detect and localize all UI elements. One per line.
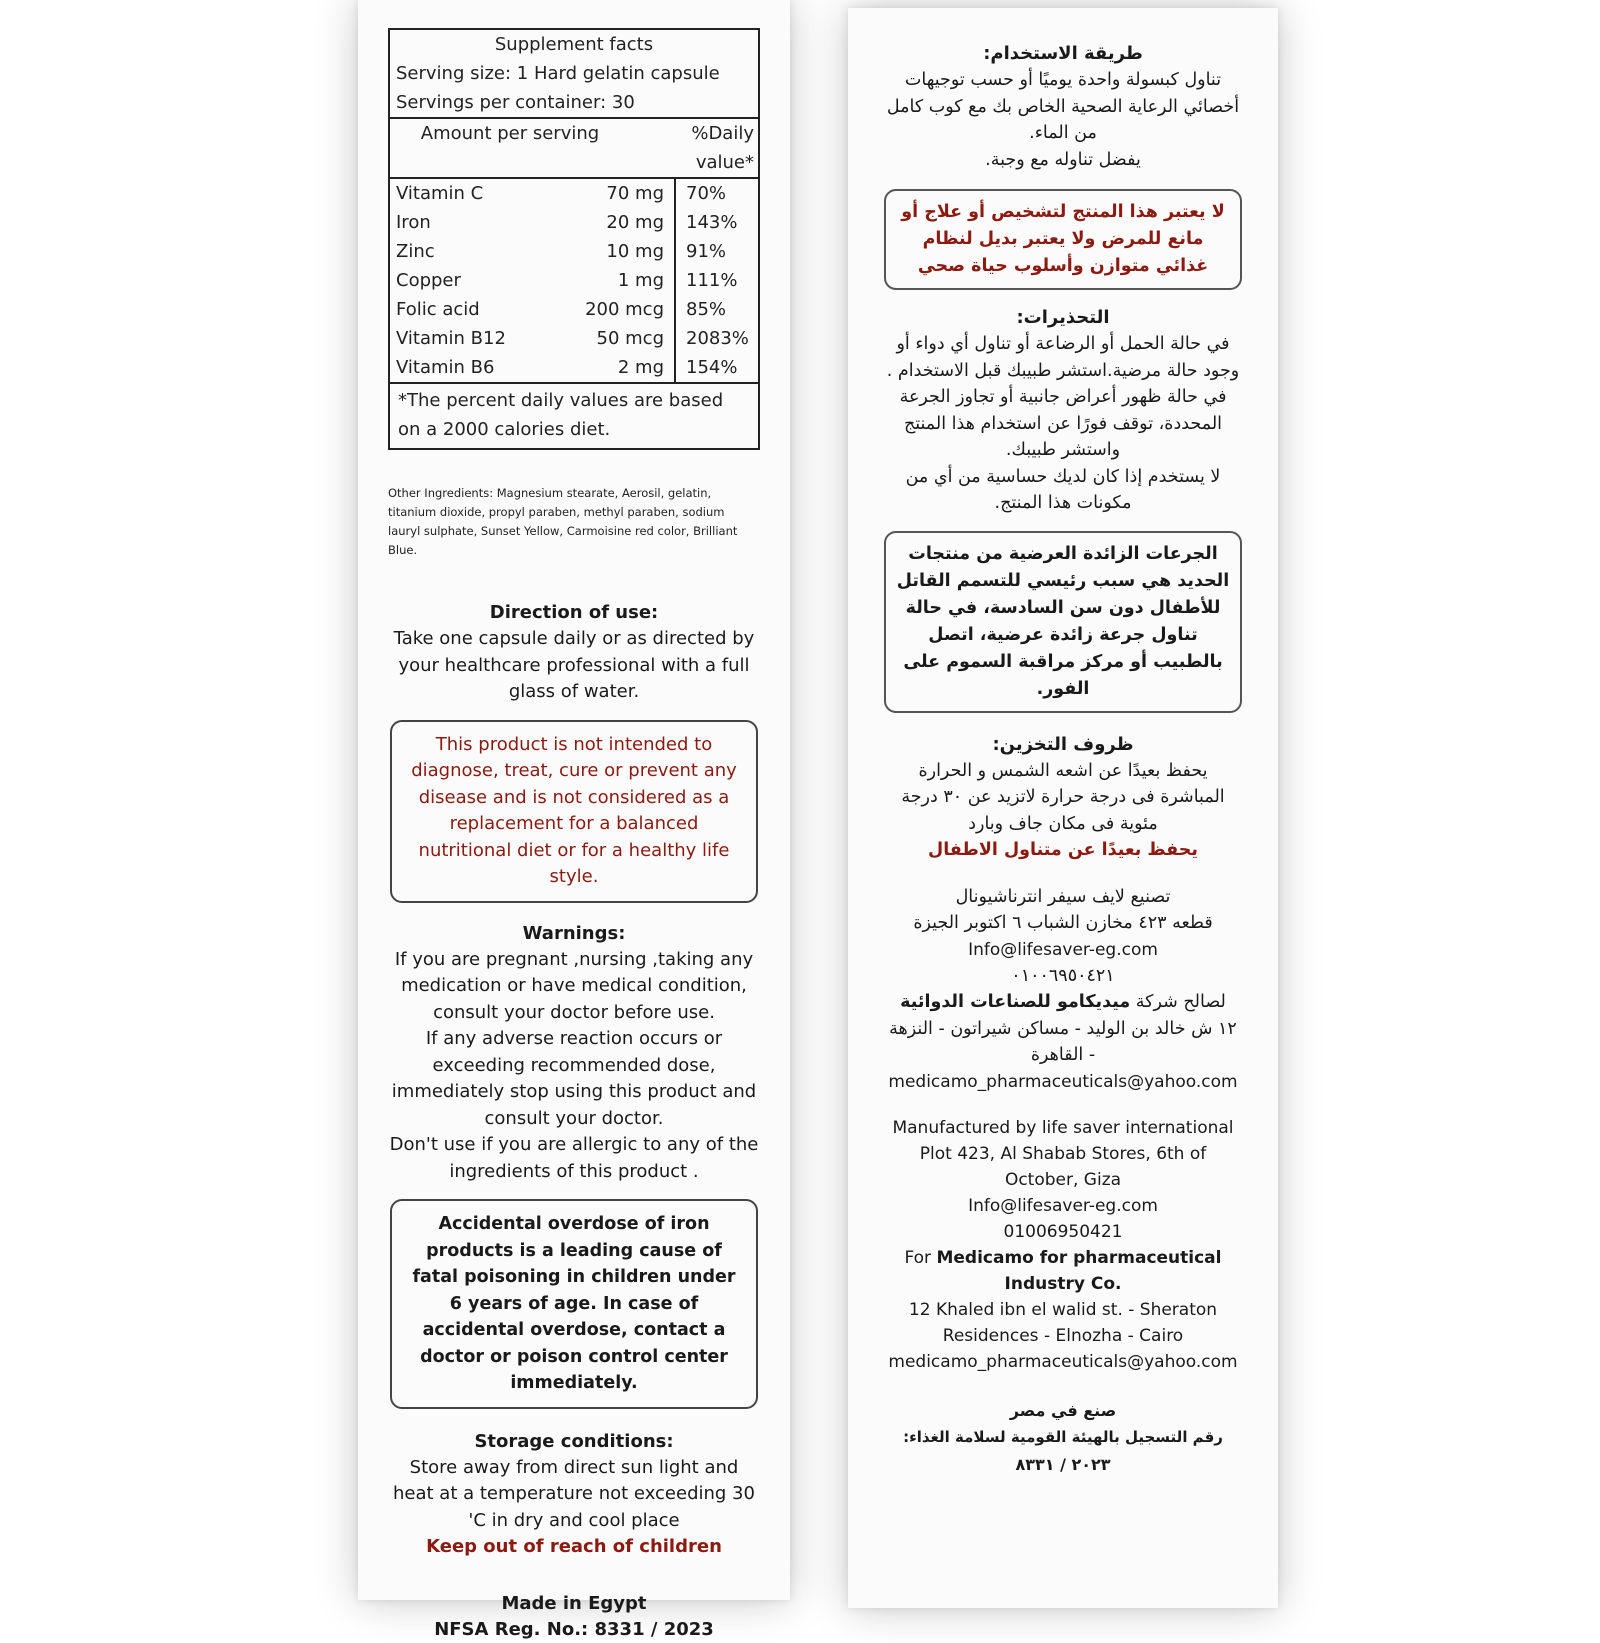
nutrient-table [390, 179, 758, 382]
for-company-en [884, 1245, 1242, 1297]
manufacturer-line-1-ar: تصنيع لايف سيفر انترناشيونال [955, 886, 1171, 907]
storage-title-ar: ظروف التخزين: [992, 733, 1134, 755]
usage-text-ar: تناول كبسولة واحدة يوميًا أو حسب توجيهات أخصائي الرعاية الصحية الخاص بك مع كوب كامل من الماء. [886, 70, 1240, 143]
for-company-name-en: Medicamo for pharmaceutical Industry Co. [936, 1247, 1222, 1294]
usage-note-ar: يفضل تناوله مع وجبة. [985, 149, 1141, 170]
warning-line-3-ar: لا يستخدم إذا كان لديك حساسية من أي من مكونات هذا المنتج. [905, 466, 1221, 513]
nutrient-amount: 70 mg [606, 183, 664, 204]
supplement-facts-title: Supplement facts [494, 34, 654, 55]
keep-away-notice: Keep out of reach of children [426, 1536, 722, 1557]
nutrient-name: Vitamin C [396, 183, 484, 204]
nfsa-reg-no: NFSA Reg. No.: 8331 / 2023 [434, 1618, 714, 1640]
manufacturer-line-2-ar: قطعه ٤٢٣ مخازن الشباب ٦ اكتوبر الجيزة [913, 913, 1213, 933]
address-en: 12 Khaled ibn el walid st. - Sheraton Residences - Elnozha - Cairo [908, 1299, 1218, 1346]
company-email-1: medicamo_pharmaceuticals@yahoo.com [888, 1071, 1238, 1092]
nutrient-amount: 200 mcg [585, 299, 664, 320]
nutrient-row [390, 324, 758, 353]
facts-header-row [390, 117, 758, 177]
warning-line-2: If any adverse reaction occurs or exceeding recommended dose, immediately stop using this product and consult your doctor. [391, 1028, 757, 1129]
for-company-ar [884, 989, 1242, 1016]
nutrient-name: Vitamin B12 [396, 328, 506, 349]
amount-per-serving-header: Amount per serving [420, 123, 600, 144]
nutrient-daily-value: 111% [675, 266, 758, 295]
usage-title-ar: طريقة الاستخدام: [983, 43, 1143, 64]
nutrient-row [390, 353, 758, 382]
disclaimer-box-ar: لا يعتبر هذا المنتج لتشخيص أو علاج أو مانع للمرض ولا يعتبر بديل لنظام غذائي متوازن وأسلوب حياة صحي [884, 189, 1242, 290]
nutrient-row [390, 295, 758, 324]
warning-line-2-ar: في حالة ظهور أعراض جانبية أو تجاوز الجرعة المحددة، توقف فورًا عن استخدام هذا المنتج واستشر طبيبك. [899, 387, 1227, 460]
other-ingredients: Other Ingredients: Magnesium stearate, Aerosil, gelatin, titanium dioxide, propyl paraben, methyl paraben, sodium lauryl sulphate, Sunset Yellow, Carmoisine red color, Brilliant Blue. [388, 486, 738, 557]
phone-en: 01006950421 [1003, 1221, 1123, 1242]
daily-value-header: %Daily value* [691, 123, 754, 173]
nutrient-daily-value: 85% [675, 295, 758, 324]
facts-footnote: *The percent daily values are based on a 2000 calories diet. [390, 382, 758, 448]
overdose-warning-box: Accidental overdose of iron products is a leading cause of fatal poisoning in children under 6 years of age. In case of accidental overdose, contact a doctor or poison control center immediately. [390, 1199, 758, 1409]
serving-size: Serving size: 1 Hard gelatin capsule [396, 63, 720, 84]
nutrient-row [390, 208, 758, 237]
disclaimer-box: This product is not intended to diagnose, treat, cure or prevent any disease and is not considered as a replacement for a balanced nutritional diet or for a healthy life style. [390, 720, 758, 903]
for-prefix-ar: لصالح شركة [1135, 992, 1226, 1012]
nutrient-daily-value: 91% [675, 237, 758, 266]
warning-line-3: Don't use if you are allergic to any of the ingredients of this product . [389, 1134, 759, 1182]
nutrient-daily-value: 143% [675, 208, 758, 237]
company-email-2: medicamo_pharmaceuticals@yahoo.com [888, 1351, 1238, 1372]
nutrient-daily-value: 154% [675, 353, 758, 382]
nutrient-row [390, 237, 758, 266]
nutrient-amount: 20 mg [606, 212, 664, 233]
info-email-en: Info@lifesaver-eg.com [968, 1195, 1158, 1216]
nutrient-amount: 50 mcg [596, 328, 664, 349]
storage-text: Store away from direct sun light and heat at a temperature not exceeding 30 'C in dry and cool place [393, 1456, 755, 1531]
english-label-panel [358, 0, 790, 1640]
direction-title: Direction of use: [489, 602, 659, 623]
nutrient-amount: 1 mg [617, 270, 664, 291]
warnings-title-ar: التحذيرات: [1016, 307, 1110, 328]
arabic-label-panel [848, 8, 1278, 1608]
nutrient-row [390, 266, 758, 295]
nutrient-name: Copper [396, 270, 461, 291]
manufacturer-email-ar: Info@lifesaver-eg.com [968, 939, 1158, 960]
overdose-warning-box-ar: الجرعات الزائدة العرضية من منتجات الحديد هي سبب رئيسي للتسمم القاتل للأطفال دون سن السادسة، في حالة تناول جرعة زائدة عرضية، اتصل بالطبيب أو مركز مراقبة السموم على الفور. [884, 531, 1242, 713]
address-ar: ١٢ ش خالد بن الوليد - مساكن شيراتون - النزهة - القاهرة [889, 1018, 1237, 1065]
direction-text: Take one capsule daily or as directed by your healthcare professional with a full glass of water. [393, 628, 755, 702]
nutrient-row [390, 179, 758, 208]
warning-line-1: If you are pregnant ,nursing ,taking any medication or have medical condition, consult your doctor before use. [394, 948, 754, 1023]
reg-no-ar: ٢٠٢٣ / ٨٣٣١ [1015, 1454, 1111, 1474]
manufactured-by-en: Manufactured by life saver international Plot 423, Al Shabab Stores, 6th of October, Giza [892, 1117, 1234, 1190]
warnings-title: Warnings: [522, 922, 626, 944]
servings-per-container: Servings per container: 30 [396, 92, 635, 113]
warning-line-1-ar: في حالة الحمل أو الرضاعة أو تناول أي دواء أو وجود حالة مرضية.استشر طبيبك قبل الاستخدام . [886, 334, 1240, 381]
reg-label-ar: رقم التسجيل بالهيئة القومية لسلامة الغذاء: [903, 1427, 1223, 1446]
nutrient-amount: 10 mg [606, 241, 664, 262]
keep-away-notice-ar: يحفظ بعيدًا عن متناول الاطفال [928, 840, 1198, 860]
nutrient-name: Zinc [396, 241, 435, 262]
for-company-name-ar: ميديكامو للصناعات الدوائية [900, 992, 1131, 1012]
supplement-facts-table [388, 28, 760, 450]
nutrient-name: Iron [396, 212, 431, 233]
nutrient-daily-value: 70% [675, 179, 758, 208]
manufacturer-phone-ar: ٠١٠٠٦٩٥٠٤٢١ [1011, 965, 1115, 986]
storage-text-ar: يحفظ بعيدًا عن اشعه الشمس و الحرارة المباشرة فى درجة حرارة لاتزيد عن ٣٠ درجة مئوية فى مكان جاف وبارد [901, 760, 1225, 834]
nutrient-name: Folic acid [396, 299, 480, 320]
nutrient-daily-value: 2083% [675, 324, 758, 353]
for-prefix-en: For [904, 1247, 932, 1268]
nutrient-amount: 2 mg [617, 357, 664, 378]
storage-title: Storage conditions: [474, 1430, 674, 1452]
made-in-egypt: Made in Egypt [501, 1592, 647, 1614]
made-in-egypt-ar: صنع في مصر [1009, 1400, 1117, 1420]
nutrient-name: Vitamin B6 [396, 357, 495, 378]
